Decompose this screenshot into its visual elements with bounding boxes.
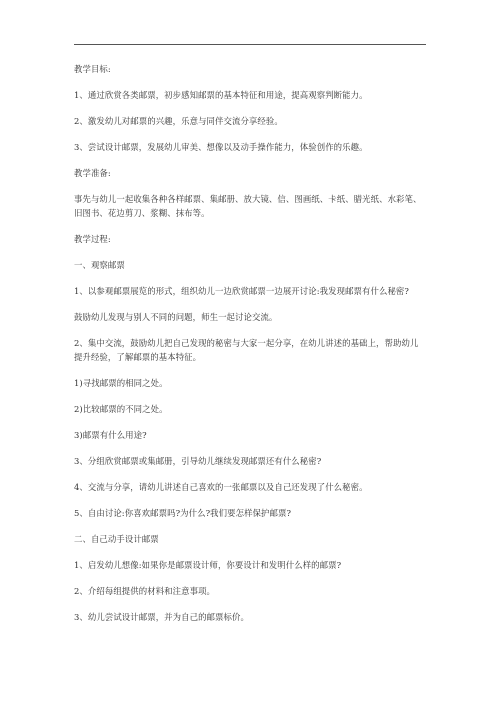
- observe-item-3: 3、分组欣赏邮票或集邮册，引导幼儿继续发现邮票还有什么秘密?: [74, 456, 322, 466]
- observe-subitem-3: 3)邮票有什么用途?: [74, 430, 147, 440]
- observe-subitem-2: 2)比较邮票的不同之处。: [74, 404, 168, 414]
- section-observe-stamps: 一、观察邮票: [74, 260, 125, 270]
- observe-item-4: 4、交流与分享，请幼儿讲述自己喜欢的一张邮票以及自己还发现了什么秘密。: [74, 482, 368, 492]
- observe-subitem-1: 1)寻找邮票的相同之处。: [74, 378, 168, 388]
- preparation-text: 事先与幼儿一起收集各种各样邮票、集邮册、放大镜、信、图画纸、卡纸、腊光纸、水彩笔、旧图书、花边剪刀、浆糊、抹布等。: [74, 194, 422, 218]
- observe-item-1-note: 鼓励幼儿发现与别人不同的问题，师生一起讨论交流。: [74, 312, 278, 322]
- goal-item-3: 3、尝试设计邮票，发展幼儿审美、想像以及动手操作能力，体验创作的乐趣。: [74, 142, 368, 152]
- observe-item-5: 5、自由讨论:你喜欢邮票吗?为什么?我们要怎样保护邮票?: [74, 508, 292, 518]
- design-item-2: 2、介绍每组提供的材料和注意事项。: [74, 586, 216, 596]
- heading-teaching-process: 教学过程:: [74, 234, 111, 244]
- heading-teaching-goals: 教学目标:: [74, 64, 111, 74]
- header-rule: [74, 44, 426, 45]
- observe-item-2: 2、集中交流，鼓励幼儿把自己发现的秘密与大家一起分享，在幼儿讲述的基础上，帮助幼儿提升经验，了解邮票的基本特征。: [74, 338, 419, 362]
- goal-item-2: 2、激发幼儿对邮票的兴趣，乐意与同伴交流分享经验。: [74, 116, 283, 126]
- section-design-stamps: 二、自己动手设计邮票: [74, 534, 159, 544]
- design-item-1: 1、启发幼儿想像:如果你是邮票设计师，你要设计和发明什么样的邮票?: [74, 560, 342, 570]
- observe-item-1: 1、以参观邮票展览的形式，组织幼儿一边欣赏邮票一边展开讨论:我发现邮票有什么秘密?: [74, 286, 409, 296]
- design-item-3: 3、幼儿尝试设计邮票，并为自己的邮票标价。: [74, 612, 249, 622]
- heading-teaching-preparation: 教学准备:: [74, 168, 111, 178]
- document-body: [74, 62, 426, 636]
- goal-item-1: 1、通过欣赏各类邮票，初步感知邮票的基本特征和用途，提高观察判断能力。: [74, 90, 368, 100]
